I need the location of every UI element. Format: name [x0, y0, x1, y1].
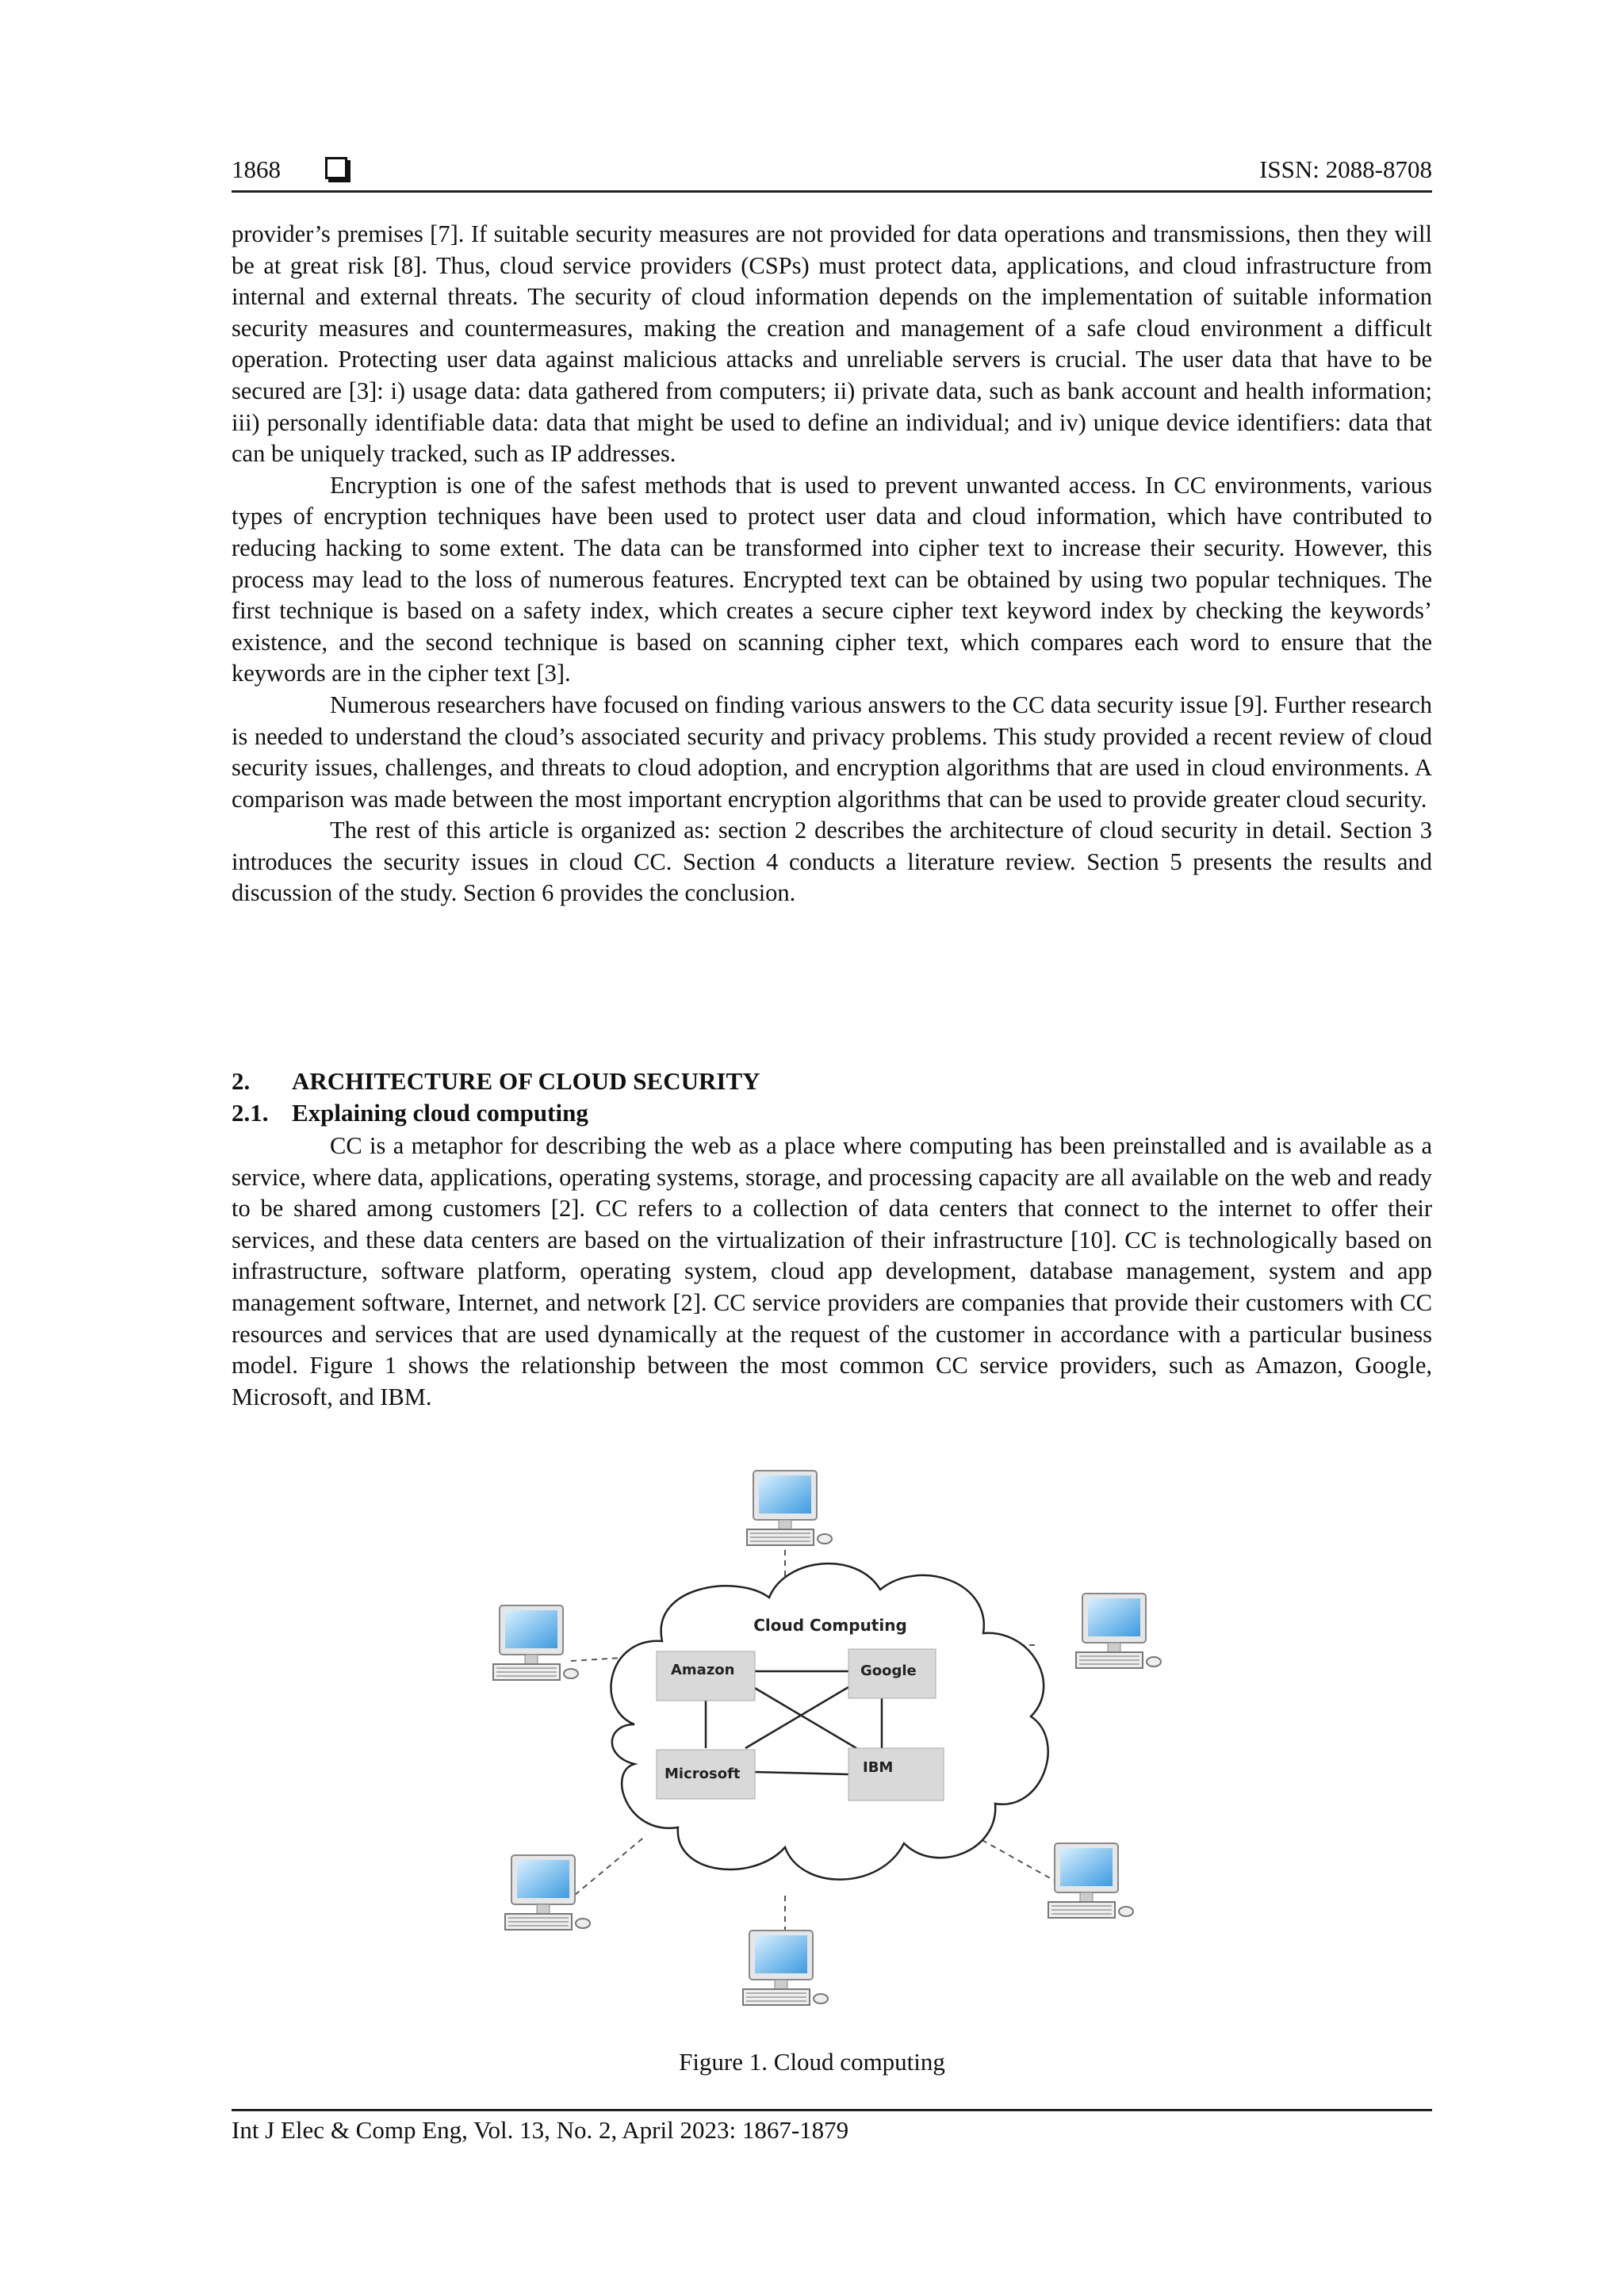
provider-label: Google: [860, 1663, 917, 1679]
computer-icon: [1076, 1594, 1161, 1668]
provider-label: Amazon: [671, 1662, 735, 1678]
section-heading: [232, 1067, 760, 1096]
figure-caption: Figure 1. Cloud computing: [679, 2048, 945, 2076]
subsection-title: Explaining cloud computing: [292, 1099, 588, 1127]
journal-citation: Int J Elec & Comp Eng, Vol. 13, No. 2, April 2023: 1867-1879: [232, 2116, 849, 2144]
paragraph: Encryption is one of the safest methods that is used to prevent unwanted access. In CC environments, various types of encryption techniques have been used to protect user data and cloud information, which have contributed to reducing hacking to some extent. The data can be transformed into cipher text to increase their security. However, this process may lead to the loss of numerous features. Encrypted text can be obtained by using two popular techniques. The first technique is based on a safety index, which creates a secure cipher text keyword index by checking the keywords’ existence, and the second technique is based on scanning cipher text, which compares each word to ensure that the keywords are in the cipher text [3].: [232, 471, 1432, 687]
paragraph: The rest of this article is organized as: section 2 describes the architecture of cloud security in detail. Section 3 introduces the security issues in cloud CC. Section 4 conducts a literature review. Section 5 presents the results and discussion of the study. Section 6 provides the conclusion.: [232, 817, 1432, 907]
page-footer: [232, 2109, 1432, 2145]
page-number: 1868: [232, 155, 281, 183]
section-title: ARCHITECTURE OF CLOUD SECURITY: [292, 1067, 760, 1095]
cloud-shape: [611, 1563, 1048, 1880]
subsection-heading: [232, 1099, 588, 1127]
computer-icon: [1048, 1843, 1133, 1918]
section-number: 2.: [232, 1067, 251, 1095]
subsection-number: 2.1.: [232, 1099, 269, 1127]
computer-icon: [743, 1931, 828, 2005]
computer-icon: [747, 1471, 832, 1545]
paragraph: Numerous researchers have focused on finding various answers to the CC data security issue [9]. Further research is needed to understand the cloud’s associated security and privacy problems. This study provided a recent review of cloud security issues, challenges, and threats to cloud adoption, and encryption algorithms that are used in cloud environments. A comparison was made between the most important encryption algorithms that can be used to provide greater cloud security.: [232, 691, 1432, 813]
cloud-computing-figure: [476, 1463, 1189, 2026]
cloud-label: Cloud Computing: [753, 1616, 907, 1635]
box-icon: [325, 157, 347, 179]
provider-google: [848, 1649, 936, 1698]
provider-label: IBM: [863, 1759, 894, 1776]
page-header: [232, 155, 1432, 193]
paragraph: provider’s premises [7]. If suitable security measures are not provided for data operations and transmissions, then they will be at great risk [8]. Thus, cloud service providers (CSPs) must protect data, applications, and cloud infrastructure from internal and external threats. The security of cloud information depends on the implementation of suitable information security measures and countermeasures, making the creation and management of a safe cloud environment a difficult operation. Protecting user data against malicious attacks and unreliable servers is crucial. The user data that have to be secured are [3]: i) usage data: data gathered from computers; ii) private data, such as bank account and health information; iii) personally identifiable data: data that might be used to define an individual; and iv) unique device identifiers: data that can be uniquely tracked, such as IP addresses.: [232, 220, 1432, 468]
issn: ISSN: 2088-8708: [1259, 155, 1432, 183]
paragraph: CC is a metaphor for describing the web as a place where computing has been preinstalled and is available as a service, where data, applications, operating systems, storage, and processing capacity are all available on the web and ready to be shared among customers [2]. CC refers to a collection of data centers that connect to the internet to offer their services, and these data centers are based on the virtualization of their infrastructure [10]. CC is technologically based on infrastructure, software platform, operating system, cloud app development, database management, system and app management software, Internet, and network [2]. CC service providers are companies that provide their customers with CC resources and services that are used dynamically at the request of the customer in accordance with a particular business model. Figure 1 shows the relationship between the most common CC service providers, such as Amazon, Google, Microsoft, and IBM.: [232, 1132, 1432, 1410]
provider-microsoft: [657, 1750, 755, 1799]
section-text: [232, 1131, 1432, 1413]
provider-ibm: [848, 1748, 944, 1800]
computer-icon: [493, 1605, 578, 1680]
provider-amazon: [657, 1651, 755, 1701]
provider-label: Microsoft: [665, 1766, 741, 1782]
intro-text: [232, 219, 1432, 909]
